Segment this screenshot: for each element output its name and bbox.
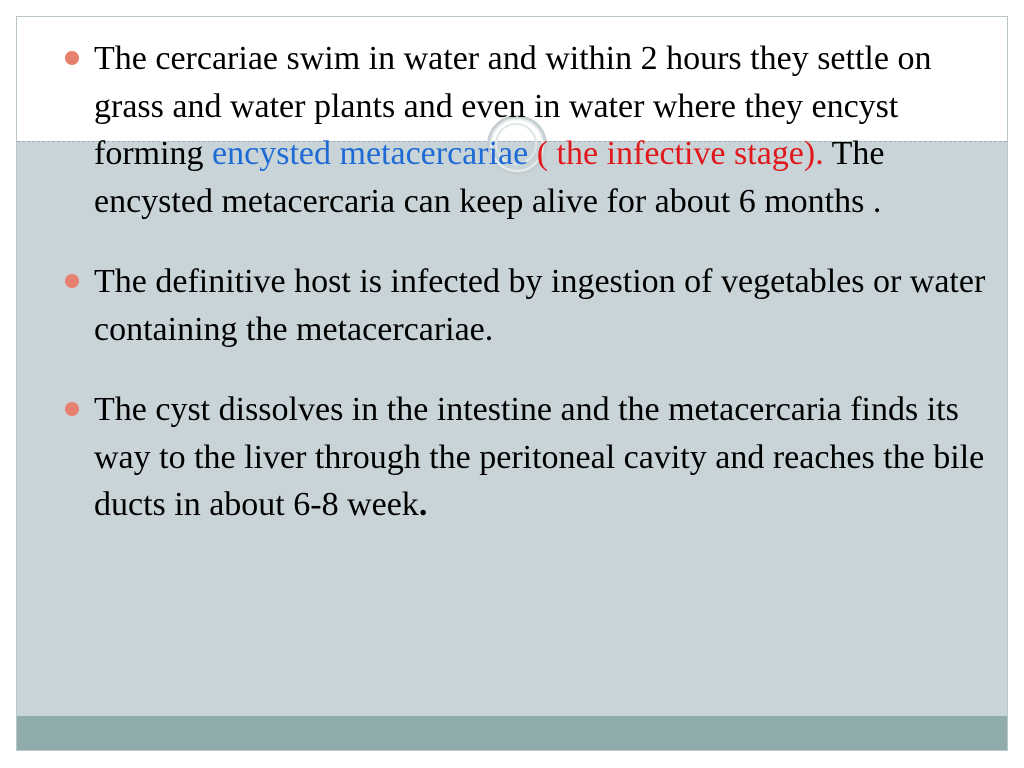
bullet-text: The definitive host is infected by ingestion of vegetables or water containing the metacercariae. bbox=[94, 263, 986, 348]
highlight-infective-stage: ( the infective stage). bbox=[528, 135, 824, 172]
bullet-period: . bbox=[418, 486, 428, 523]
bullet-text: The cyst dissolves in the intestine and the metacercaria finds its way to the liver through the peritoneal cavity and reaches the bile ducts in about 6-8 week bbox=[94, 391, 985, 523]
highlight-metacercariae: encysted metacercariae bbox=[212, 135, 529, 172]
bullet-dot-icon bbox=[65, 51, 79, 65]
bullet-item-cercariae bbox=[17, 35, 1007, 225]
bullet-text: The cercariae swim in water and within 2 hours they settle on grass and water plants and even in water where they encyst forming bbox=[94, 40, 932, 172]
bullet-item-cyst bbox=[17, 386, 1007, 529]
bullet-dot-icon bbox=[65, 402, 79, 416]
bullet-item-definitive-host bbox=[17, 258, 1007, 353]
bullet-text: The encysted metacercaria can keep alive for about 6 months . bbox=[94, 135, 885, 220]
slide-footer-band bbox=[17, 716, 1007, 750]
slide bbox=[16, 16, 1008, 751]
bullet-list bbox=[17, 35, 1007, 529]
bullet-dot-icon bbox=[65, 274, 79, 288]
